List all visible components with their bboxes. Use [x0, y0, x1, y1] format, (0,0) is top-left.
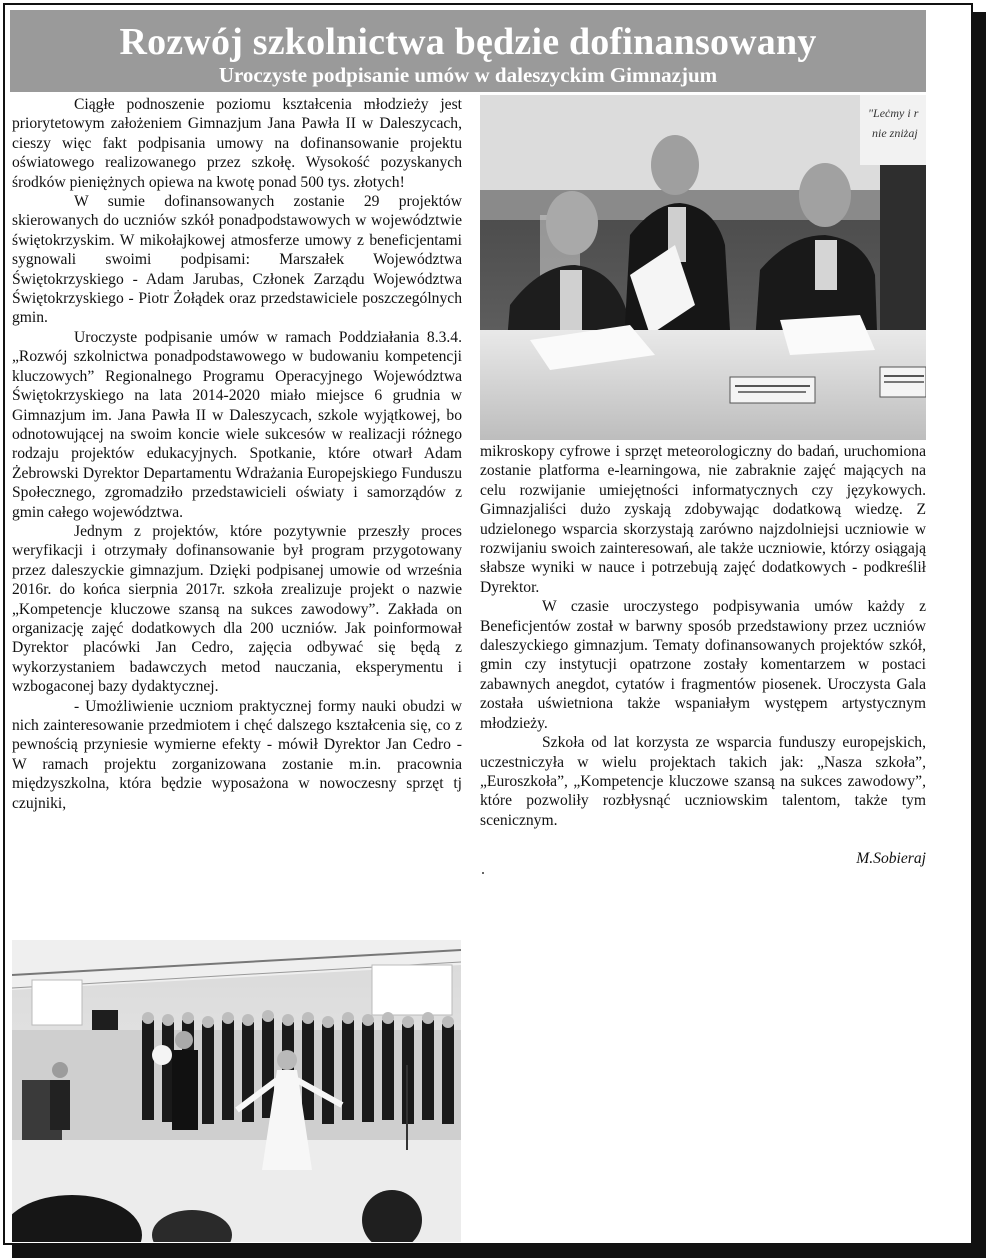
paragraph: Szkoła od lat korzysta ze wsparcia funduszy europejskich, uczestniczyła w wielu projektach takich jak: „Nasza szkoła”, „Euroszkoła”, „Kompetencje kluczowe szansą na sukces zawodowy”, które pozwoliły rozbłysnąć uczniowskim talentom, także tym scenicznym. — [480, 734, 926, 829]
paragraph: W czasie uroczystego podpisywania umów każdy z Beneficjentów został w barwny sposób przedstawiony przez uczniów daleszyckiego gimnazjum. Tematy dofinansowanych projektów szkół, gmin czy instytucji opatrzone zostały komentarzem w postaci zabawnych anegdot, cytatów i fragmentów piosenek. Uroczysta Gala została uświetniona także wspaniałym występem artystycznym młodzieży. — [480, 598, 926, 732]
right-column — [480, 442, 926, 830]
paragraph: W sumie dofinansowanych zostanie 29 projektów skierowanych do uczniów szkół ponadpodstawowych w województwie świętokrzyskim. W mikołajkowej atmosferze umowy z beneficjentami sygnowali swoimi podpisami: Marszałek Województwa Świętokrzyskiego - Adam Jarubas, Członek Zarządu Województwa Świętokrzyskiego - Piotr Żołądek oraz przedstawiciele poszczególnych gmin. — [12, 193, 462, 327]
author-signature: M.Sobieraj — [856, 850, 926, 867]
paragraph: Ciągłe podnoszenie poziomu kształcenia młodzieży jest priorytetowym założeniem Gimnazjum Jana Pawła II w Daleszycach, cieszy więc fakt podpisania umowy na dofinansowanie projektu oświatowego realizowanego przez szkołę. Wysokość pozyskanych środków pieniężnych opiewa na kwotę ponad 500 tys. złotych! — [12, 96, 462, 191]
paragraph: mikroskopy cyfrowe i sprzęt meteorologiczny do badań, uruchomiona zostanie platforma e-learningowa, nie zabraknie zajęć mających na celu rozwijanie umiejętności informatycznych czy językowych. Gimnazjaliści dużo zyskają zdobywając dodatkową wiedzę. Z udzielonego wsparcia skorzystają zarówno najzdolniejsi uczniowie w rozwijaniu swoich zainteresowań, ale także uczniowie, którzy osiągają słabsze wyniki w nauce i potrzebują zajęć dodatkowych - podkreślił Dyrektor. — [480, 443, 926, 596]
paragraph: - Umożliwienie uczniom praktycznej formy nauki obudzi w nich zainteresowanie przedmiotem i chęć dalszego kształcenia się, co z pewnością przyniesie wymierne efekty - mówił Dyrektor Jan Cedro - W ramach projektu zorganizowana zostanie m.in. pracownia międzyszkolna, która będzie wyposażona w nowoczesny sprzęt tj czujniki, — [12, 697, 462, 812]
paragraph: Jednym z projektów, które pozytywnie przeszły proces weryfikacji i otrzymały dofinansowanie był program przygotowany przez daleszyckie gimnazjum. Dzięki podpisanej umowie od września 2016r. do końca sierpnia 2017r. szkoła zrealizuje projekt o nazwie „Kompetencje kluczowe szansą na sukces zawodowy”. Zakłada on organizację zajęć dodatkowych dla 200 uczniów. Jak poinformował Dyrektor placówki Jan Cedro, zajęcia odbywać się będą z wykorzystaniem badawczych metod nauczania, eksperymentu i wzbogaconej bazy dydaktycznej. — [12, 522, 462, 696]
wall-poster-text: "Leċmy i r — [868, 106, 919, 120]
article-subtitle: Uroczyste podpisanie umów w daleszyckim Gimnazjum — [218, 63, 718, 87]
article-title: Rozwój szkolnictwa będzie dofinansowany — [119, 21, 817, 63]
article-header — [10, 10, 926, 92]
stray-mark — [482, 872, 484, 874]
choir-performance-photo — [12, 940, 461, 1242]
signing-ceremony-photo — [480, 95, 926, 440]
paragraph: Uroczyste podpisanie umów w ramach Poddziałania 8.3.4. „Rozwój szkolnictwa ponadpodstawowego w budowaniu kompetencji kluczowych” Regionalnego Programu Operacyjnego Województwa Świętokrzyskiego na lata 2014-2020 miało miejsce 6 grudnia w Gimnazjum im. Jana Pawła II w Daleszycach, szkole wyjątkowej, bo odnotowującej na swoim koncie wiele sukcesów w realizacji różnego rodzaju projektów edukacyjnych. Spotkanie, które otwarł Adam Żebrowski Dyrektor Departamentu Wdrażania Europejskiego Funduszu Społecznego, zgromadziło przedstawicieli oświaty i samorządów z gmin całego województwa. — [12, 328, 462, 521]
left-column — [12, 95, 462, 813]
wall-poster-text: nie zniżaj — [872, 126, 918, 140]
